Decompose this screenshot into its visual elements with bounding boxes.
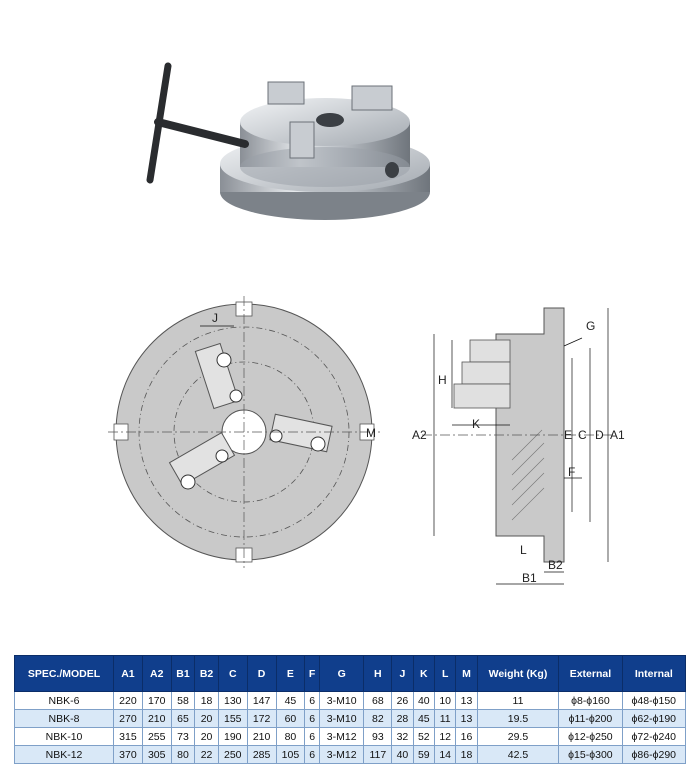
table-cell: 80 xyxy=(276,728,305,746)
table-cell: 19.5 xyxy=(477,710,559,728)
table-cell: 285 xyxy=(247,746,276,764)
table-cell: 250 xyxy=(218,746,247,764)
table-cell: 73 xyxy=(171,728,195,746)
table-cell: 32 xyxy=(392,728,413,746)
dimension-b1-label: B1 xyxy=(522,571,537,585)
table-cell: 172 xyxy=(247,710,276,728)
table-cell: ϕ62-ϕ190 xyxy=(622,710,685,728)
chuck-front-view-drawing xyxy=(108,296,380,568)
header-spec-model: SPEC./MODEL xyxy=(15,656,114,692)
dimension-d-label: D xyxy=(595,428,604,442)
table-cell: 11 xyxy=(434,710,455,728)
table-cell: 60 xyxy=(276,710,305,728)
table-cell: 28 xyxy=(392,710,413,728)
table-cell: 190 xyxy=(218,728,247,746)
chuck-side-section-drawing xyxy=(412,300,632,590)
table-cell: 3-M12 xyxy=(319,746,364,764)
table-cell: 22 xyxy=(195,746,219,764)
table-row xyxy=(15,692,686,710)
table-cell: 18 xyxy=(456,746,477,764)
header-e: E xyxy=(276,656,305,692)
table-cell: 45 xyxy=(413,710,434,728)
table-cell: ϕ48-ϕ150 xyxy=(622,692,685,710)
table-cell: 315 xyxy=(114,728,143,746)
header-a2: A2 xyxy=(142,656,171,692)
table-cell: ϕ11-ϕ200 xyxy=(559,710,622,728)
table-cell: 6 xyxy=(305,746,320,764)
dimension-f-label: F xyxy=(568,465,576,479)
dimension-e-label: E xyxy=(564,428,573,442)
header-l: L xyxy=(434,656,455,692)
dimension-j-label: J xyxy=(212,311,218,325)
table-cell: 255 xyxy=(142,728,171,746)
table-cell: 6 xyxy=(305,710,320,728)
table-row xyxy=(15,710,686,728)
dimension-a2-label: A2 xyxy=(412,428,427,442)
header-a1: A1 xyxy=(114,656,143,692)
header-j: J xyxy=(392,656,413,692)
table-cell: 59 xyxy=(413,746,434,764)
dimension-a1-label: A1 xyxy=(610,428,625,442)
header-external: External xyxy=(559,656,622,692)
table-cell: 13 xyxy=(456,692,477,710)
dimension-k-label: K xyxy=(472,417,481,431)
table-cell: ϕ86-ϕ290 xyxy=(622,746,685,764)
header-k: K xyxy=(413,656,434,692)
header-m: M xyxy=(456,656,477,692)
table-cell: 18 xyxy=(195,692,219,710)
table-cell: 3-M10 xyxy=(319,710,364,728)
table-cell: NBK-8 xyxy=(15,710,114,728)
table-cell: 270 xyxy=(114,710,143,728)
table-row xyxy=(15,746,686,764)
table-cell: ϕ72-ϕ240 xyxy=(622,728,685,746)
table-cell: 10 xyxy=(434,692,455,710)
table-cell: 93 xyxy=(364,728,392,746)
dimension-h-label: H xyxy=(438,373,447,387)
table-cell: 58 xyxy=(171,692,195,710)
header-b1: B1 xyxy=(171,656,195,692)
header-d: D xyxy=(247,656,276,692)
table-cell: ϕ8-ϕ160 xyxy=(559,692,622,710)
table-cell: 220 xyxy=(114,692,143,710)
table-cell: 14 xyxy=(434,746,455,764)
table-cell: 40 xyxy=(413,692,434,710)
table-cell: 210 xyxy=(142,710,171,728)
table-cell: 52 xyxy=(413,728,434,746)
header-f: F xyxy=(305,656,320,692)
header-c: C xyxy=(218,656,247,692)
dimension-g-label: G xyxy=(586,319,596,333)
table-cell: 80 xyxy=(171,746,195,764)
header-b2: B2 xyxy=(195,656,219,692)
table-cell: ϕ12-ϕ250 xyxy=(559,728,622,746)
table-cell: 105 xyxy=(276,746,305,764)
table-cell: NBK-6 xyxy=(15,692,114,710)
table-cell: 29.5 xyxy=(477,728,559,746)
table-cell: 42.5 xyxy=(477,746,559,764)
table-cell: 210 xyxy=(247,728,276,746)
table-cell: 117 xyxy=(364,746,392,764)
table-cell: 370 xyxy=(114,746,143,764)
table-cell: 147 xyxy=(247,692,276,710)
specification-table xyxy=(14,655,686,764)
table-header-row xyxy=(15,656,686,692)
table-cell: 26 xyxy=(392,692,413,710)
table-cell: 12 xyxy=(434,728,455,746)
dimension-l-label: L xyxy=(520,543,527,557)
header-weight: Weight (Kg) xyxy=(477,656,559,692)
table-cell: ϕ15-ϕ300 xyxy=(559,746,622,764)
table-cell: 16 xyxy=(456,728,477,746)
table-cell: 11 xyxy=(477,692,559,710)
table-cell: 20 xyxy=(195,710,219,728)
table-cell: 13 xyxy=(456,710,477,728)
header-g: G xyxy=(319,656,364,692)
table-cell: NBK-12 xyxy=(15,746,114,764)
table-cell: 3-M10 xyxy=(319,692,364,710)
table-row xyxy=(15,728,686,746)
table-cell: 130 xyxy=(218,692,247,710)
table-cell: NBK-10 xyxy=(15,728,114,746)
table-cell: 6 xyxy=(305,728,320,746)
dimension-c-label: C xyxy=(578,428,587,442)
header-h: H xyxy=(364,656,392,692)
table-cell: 82 xyxy=(364,710,392,728)
table-cell: 68 xyxy=(364,692,392,710)
table-cell: 65 xyxy=(171,710,195,728)
table-cell: 170 xyxy=(142,692,171,710)
header-internal: Internal xyxy=(622,656,685,692)
table-cell: 45 xyxy=(276,692,305,710)
table-cell: 3-M12 xyxy=(319,728,364,746)
dimension-b2-label: B2 xyxy=(548,558,563,572)
table-cell: 305 xyxy=(142,746,171,764)
chuck-product-photo xyxy=(140,52,440,222)
table-cell: 6 xyxy=(305,692,320,710)
table-cell: 40 xyxy=(392,746,413,764)
table-cell: 155 xyxy=(218,710,247,728)
dimension-m-label: M xyxy=(366,426,376,440)
table-cell: 20 xyxy=(195,728,219,746)
